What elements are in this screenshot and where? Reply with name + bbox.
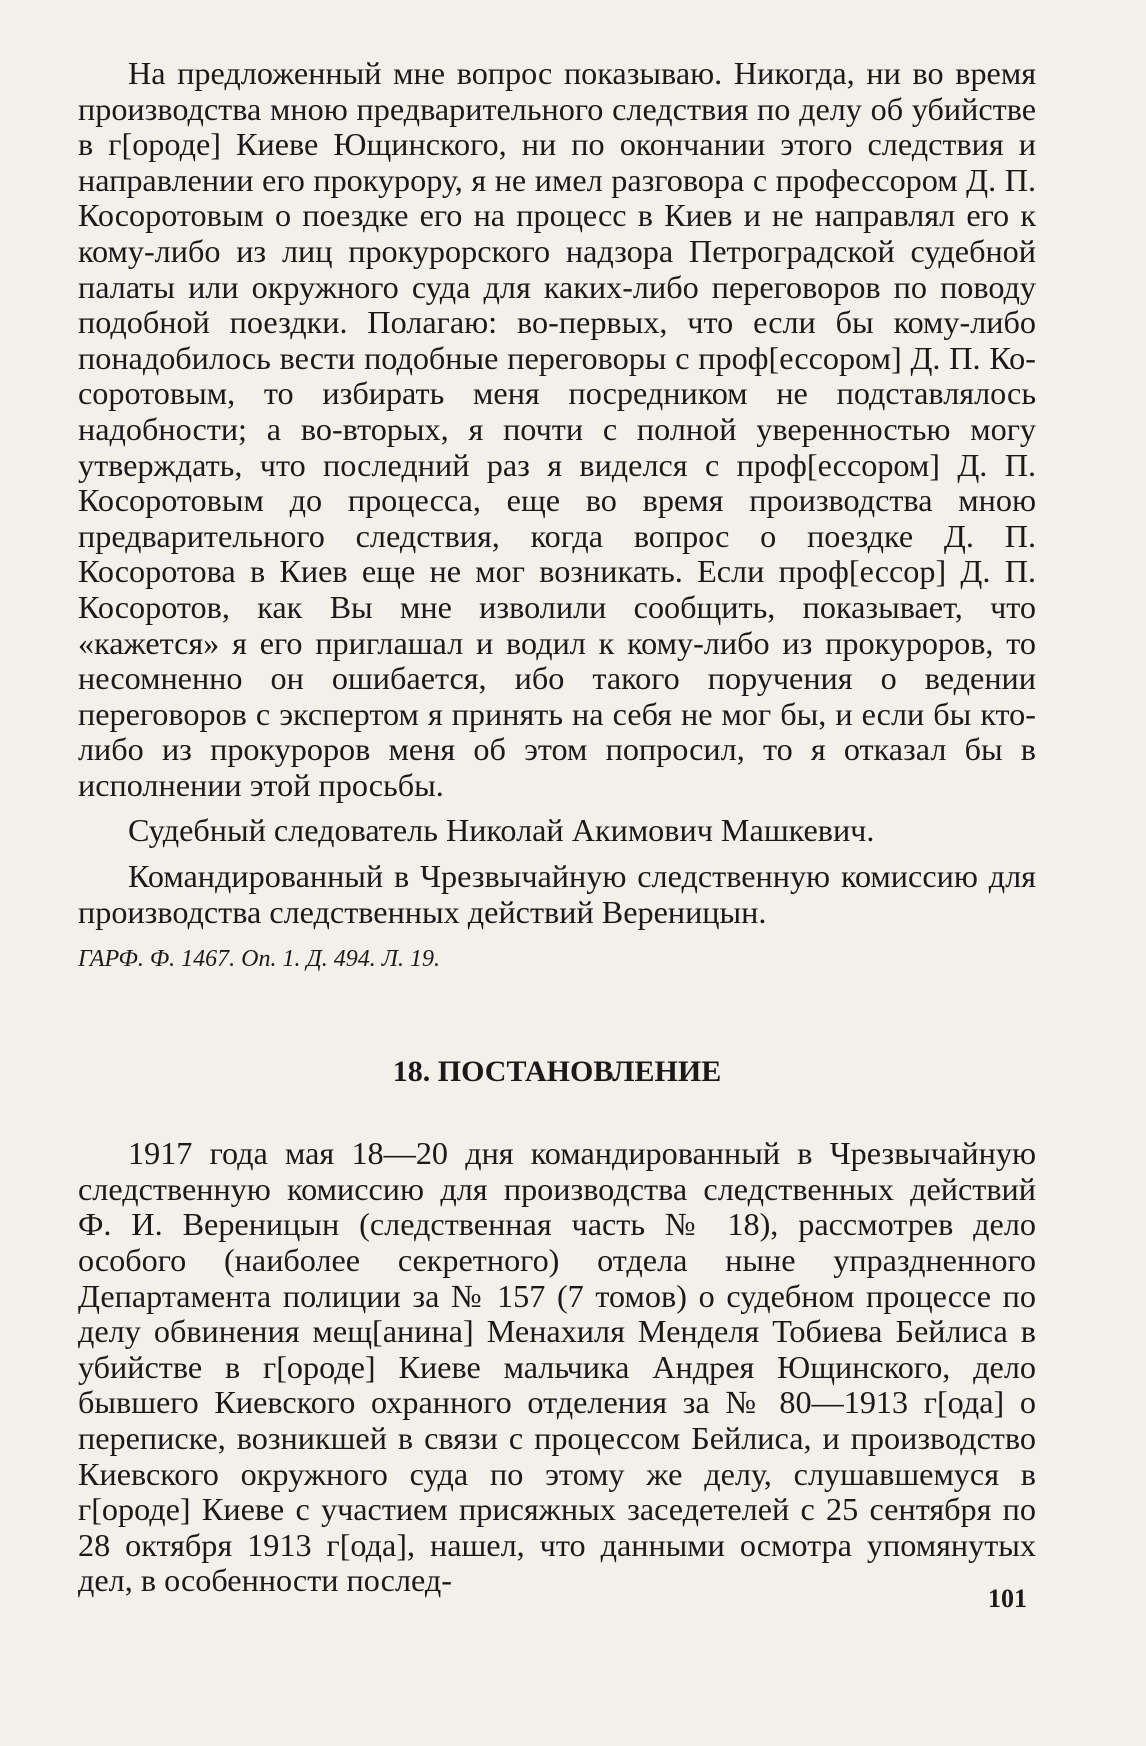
archive-reference: ГАРФ. Ф. 1467. Оп. 1. Д. 494. Л. 19. [78, 946, 440, 973]
page-number: 101 [988, 1584, 1027, 1613]
page-content [78, 56, 1036, 1696]
resolution-paragraph: 1917 года мая 18—20 дня командированный в Чрезвычайную следственную комиссию для производства следственных действий Ф. И. Вереницын (следственная часть № 18), рассмотрев дело особого (наиболее секретного) отдела ныне упраздненного Департамента полиции за № 157 (7 томов) о судебном процессе по делу обвинения мещ[анина] Менахиля Менделя Тобиева Бейлиса в убийстве в г[ороде] Киеве мальчика Андрея Ющинского, дело бывшего Киевского охранного отделения за № 80—1913 г[ода] о переписке, возникшей в связи с процессом Бейлиса, и производство Киевского окружного суда по этому же делу, слушавшемуся в г[ороде] Киеве с участием присяжных заседетелей с 25 сентября по 28 октября 1913 г[ода], нашел, что данными осмотра упомянутых дел, в особенности послед- [78, 1135, 1036, 1599]
investigator-signature: Судебный следователь Николай Акимович Машкевич. [128, 812, 875, 849]
commissioner-signature: Командированный в Чрезвычайную следственную комиссию для производства следственных действий Вереницын. [78, 858, 1036, 930]
section-heading: 18. ПОСТАНОВЛЕНИЕ [392, 1055, 722, 1089]
testimony-paragraph: На предложенный мне вопрос показываю. Никогда, ни во время производства мною предварительного следствия по делу об убийстве в г[ороде] Киеве Ющинского, ни по окончании этого следствия и направлении его прокурору, я не имел разговора с профессором Д. П. Косоротовым о поездке его на процесс в Киев и не направлял его к кому-либо из лиц прокурорского надзора Петроградской судебной палаты или окружного суда для каких-либо переговоров по поводу подобной поездки. Полагаю: во-первых, что если бы кому-либо понадобилось вести подобные переговоры с проф[ессором] Д. П. Косоротовым, то избирать меня посредником не подставлялось надобности; а во-вторых, я почти с полной уверенностью могу утверждать, что последний раз я виделся с проф[ессором] Д. П. Косоротовым до процесса, еще во время производства мною предварительного следствия, когда вопрос о поездке Д. П. Косоротова в Киев еще не мог возникать. Если проф[ессор] Д. П. Косоротов, как Вы мне изволили сообщить, показывает, что «кажется» я его приглашал и водил к кому-либо из прокуроров, то несомненно он ошибается, ибо такого поручения о ведении переговоров с экспертом я принять на себя не мог бы, и если бы кто-либо из прокуроров меня об этом попросил, то я отказал бы в исполнении этой просьбы. [78, 55, 1036, 803]
